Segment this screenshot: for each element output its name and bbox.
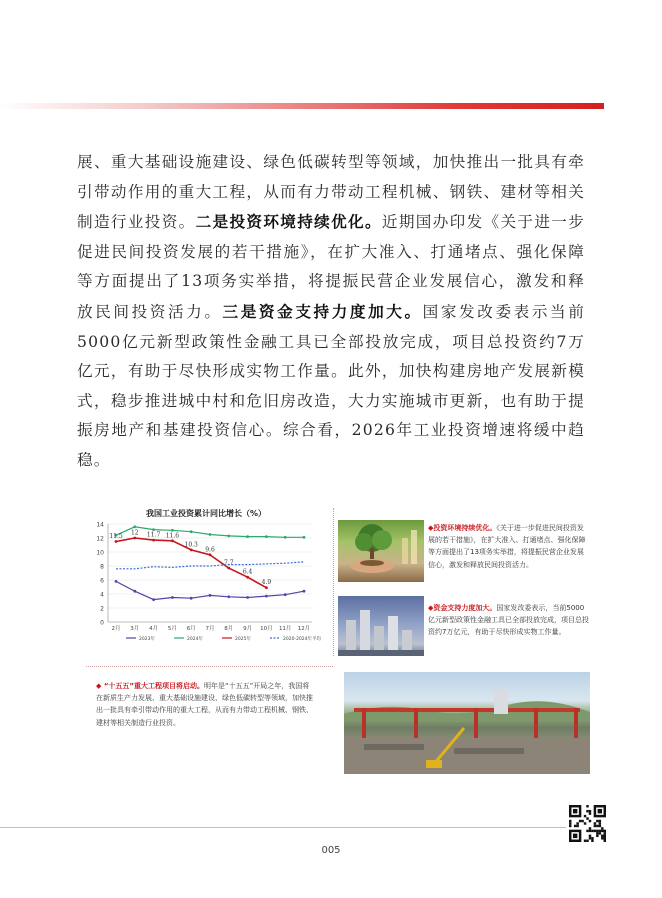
x-tick-label: 10月: [260, 626, 273, 632]
data-point: [227, 567, 230, 570]
qr-module: [591, 830, 593, 832]
qr-module: [584, 815, 586, 817]
qr-finder: [573, 834, 577, 838]
data-point: [171, 529, 174, 532]
qr-module: [589, 827, 591, 829]
qr-module: [589, 830, 591, 832]
qr-module: [576, 825, 578, 827]
data-point: [246, 576, 249, 579]
data-point: [190, 530, 193, 533]
data-point: [303, 536, 306, 539]
major-projects-caption: [96, 680, 316, 729]
data-label: 11.7: [146, 531, 161, 539]
qr-module: [604, 837, 606, 839]
qr-module: [601, 827, 603, 829]
x-tick-label: 3月: [130, 626, 140, 632]
qr-module: [569, 820, 571, 822]
data-point: [152, 528, 155, 531]
data-point: [246, 535, 249, 538]
data-point: [133, 537, 136, 540]
qr-module: [576, 822, 578, 824]
tree-in-hands-image: [338, 520, 424, 582]
caption-heading: ◆资金支持力度加大。: [428, 604, 497, 612]
y-tick-label: 4: [100, 591, 104, 599]
point-three-heading: 三是资金支持力度加大。: [222, 301, 423, 321]
point-two-heading: 二是投资环境持续优化。: [195, 212, 382, 232]
data-point: [284, 593, 287, 596]
x-tick-label: 6月: [186, 626, 196, 632]
line-chart-svg: [86, 518, 326, 642]
y-tick-label: 6: [100, 577, 104, 585]
data-label: 6.4: [242, 568, 253, 576]
qr-module: [596, 832, 598, 834]
illustration-composite: [86, 508, 590, 778]
x-tick-label: 9月: [243, 626, 253, 632]
data-point: [209, 594, 212, 597]
body-text-segment-1: 展、重大基础设施建设、绿色低碳转型等领域，加快推出一批具有牵引带动作用的重大工程，从而有力带动工程机械、钢铁、建材等相关制造行业投资。: [77, 153, 585, 232]
funding-support-caption: [428, 602, 590, 639]
data-point: [152, 539, 155, 542]
qr-module: [591, 840, 593, 842]
qr-module: [586, 817, 588, 819]
data-label: 7.7: [224, 559, 234, 567]
qr-code-icon[interactable]: [569, 805, 606, 842]
article-body: [77, 148, 585, 476]
qr-module: [599, 830, 601, 832]
qr-module: [599, 822, 601, 824]
x-tick-label: 7月: [205, 626, 215, 632]
qr-module: [599, 820, 601, 822]
data-point: [171, 596, 174, 599]
bottom-rule: [0, 827, 566, 828]
data-point: [190, 597, 193, 600]
data-point: [303, 590, 306, 593]
x-tick-label: 12月: [297, 626, 311, 632]
construction-site-photo: [344, 672, 590, 774]
y-tick-label: 12: [96, 535, 104, 543]
data-point: [246, 596, 249, 599]
caption-heading: ◆ “十五五”重大工程项目将启动。: [96, 682, 205, 690]
data-label: 11.5: [109, 533, 123, 540]
data-point: [265, 586, 268, 589]
article-paragraph: [77, 148, 585, 476]
data-label: 4.9: [261, 579, 272, 587]
qr-module: [584, 822, 586, 824]
legend-label: 2025年: [235, 637, 251, 642]
qr-finder: [573, 809, 577, 813]
qr-module: [586, 830, 588, 832]
caption-body: 明年是“十五五”开局之年，我国将在新质生产力发展、重大基础设施建设、绿色低碳转型等领域，加快推出一批具有牵引带动作用的重大工程，从而有力带动工程机械、钢铁、建材等相关制造行业投资。: [96, 682, 313, 727]
qr-finder: [598, 809, 602, 813]
construction-site-image: [344, 672, 590, 774]
y-tick-label: 10: [96, 549, 104, 557]
vertical-divider: [333, 508, 334, 656]
qr-module: [589, 820, 591, 822]
qr-module: [569, 822, 571, 824]
top-red-rule: [0, 103, 604, 109]
qr-module: [589, 835, 591, 837]
qr-module: [604, 830, 606, 832]
data-point: [209, 553, 212, 556]
qr-module: [599, 832, 601, 834]
qr-module: [589, 812, 591, 814]
page-number: 005: [321, 845, 341, 856]
data-point: [227, 595, 230, 598]
qr-module: [586, 805, 588, 807]
investment-environment-caption: [428, 522, 590, 571]
data-point: [265, 595, 268, 598]
qr-module: [579, 820, 581, 822]
legend-label: 2020-2024年平均: [283, 637, 322, 642]
data-point: [133, 590, 136, 593]
qr-module: [604, 832, 606, 834]
x-tick-label: 4月: [149, 626, 159, 632]
data-label: 12: [130, 529, 139, 537]
qr-module: [604, 835, 606, 837]
data-point: [133, 525, 136, 528]
caption-heading: ◆投资环境持续优化。: [428, 524, 497, 532]
qr-module: [594, 830, 596, 832]
coins-tree-photo: [338, 520, 424, 582]
legend-label: 2024年: [187, 637, 203, 642]
data-point: [152, 598, 155, 601]
data-point: [115, 580, 118, 583]
data-point: [209, 533, 212, 536]
qr-module: [584, 840, 586, 842]
qr-module: [589, 810, 591, 812]
y-tick-label: 2: [100, 605, 104, 613]
caption-body: 《关于进一步促进民间投资发展的若干措施》，在扩大准入、打通堵点、强化保障等方面提出了13项务实举措，将提振民营企业发展信心，激发和释放民间投资活力。: [428, 524, 586, 569]
qr-module: [586, 840, 588, 842]
qr-module: [591, 837, 593, 839]
data-point: [171, 539, 174, 542]
data-point: [227, 535, 230, 538]
qr-module: [596, 825, 598, 827]
qr-module: [569, 825, 571, 827]
qr-module: [601, 830, 603, 832]
data-point: [190, 549, 193, 552]
qr-module: [581, 820, 583, 822]
qr-module: [589, 837, 591, 839]
body-text-segment-2: 近期国办印发《关于进一步促进民间投资发展的若干措施》，在扩大准入、打通堵点、强化保障等方面提出了13项务实举措，将提振民营企业发展信心，激发和释放民间投资活力。: [77, 213, 586, 321]
legend-label: 2023年: [139, 637, 155, 642]
chart-title: 我国工业投资累计同比增长（%）: [146, 509, 267, 518]
series-line: [116, 559, 304, 569]
qr-module: [601, 837, 603, 839]
x-tick-label: 5月: [167, 626, 177, 632]
caption-body: 国家发改委表示，当前5000亿元新型政策性金融工具已全部投放完成，项目总投资约7万亿元，有助于尽快形成实物工作量。: [428, 604, 589, 637]
data-label: 11.6: [165, 532, 180, 540]
qr-module: [596, 830, 598, 832]
horizontal-divider: [86, 666, 333, 667]
data-point: [284, 536, 287, 539]
body-text-segment-3: 国家发改委表示当前5000亿元新型政策性金融工具已全部投放完成，项目总投资约7万亿元，有助于尽快形成实物工作量。此外，加快构建房地产发展新模式，稳步推进城中村和危旧房改造，大力实施城市更新，也有助于提振房地产和基建投资信心。综合看，2026年工业投资增速将缓中趋稳。: [77, 302, 586, 469]
qr-module: [596, 835, 598, 837]
series-line: [116, 581, 304, 599]
y-tick-label: 8: [100, 563, 104, 571]
qr-module: [596, 820, 598, 822]
x-tick-label: 2月: [111, 626, 121, 632]
qr-module: [604, 840, 606, 842]
qr-module: [586, 810, 588, 812]
qr-module: [601, 835, 603, 837]
data-point: [115, 540, 118, 543]
coin-stacks-image: [338, 596, 424, 656]
coin-stacks-photo: [338, 596, 424, 656]
investment-growth-chart: [86, 508, 326, 642]
data-point: [265, 535, 268, 538]
data-label: 10.3: [184, 541, 198, 549]
qr-module: [574, 825, 576, 827]
y-tick-label: 14: [96, 521, 104, 529]
qr-module: [599, 825, 601, 827]
qr-module: [594, 822, 596, 824]
data-label: 9.6: [205, 546, 215, 554]
x-tick-label: 11月: [278, 626, 292, 632]
qr-module: [594, 825, 596, 827]
x-tick-label: 8月: [224, 626, 234, 632]
y-tick-label: 0: [100, 619, 104, 627]
